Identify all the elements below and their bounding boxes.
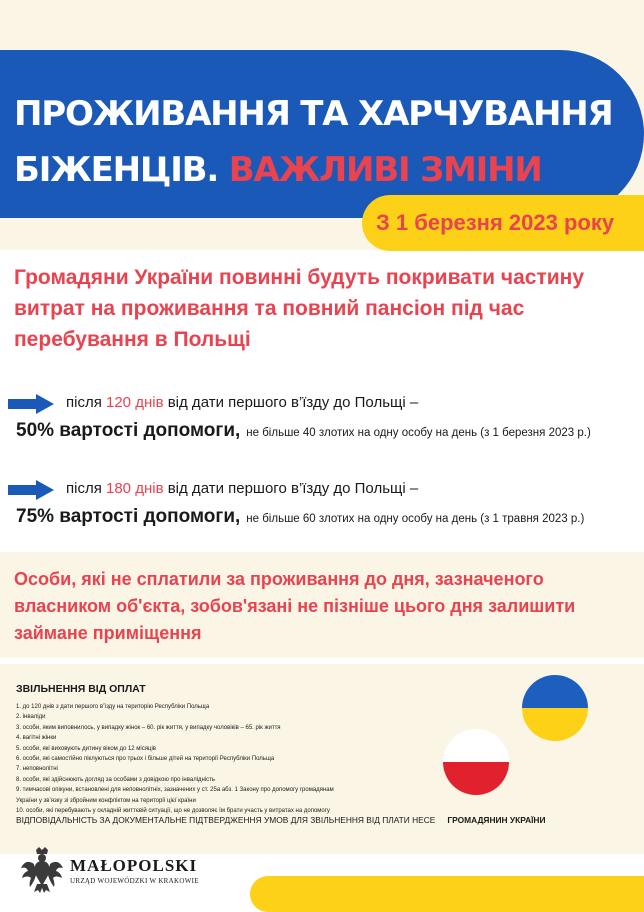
rule-limit-text: не більше 60 злотих на одну особу на день (з 1 травня 2023 р.): [246, 513, 585, 525]
rule-days: 120 днів: [106, 394, 164, 411]
exemption-item: України у зв’язку зі збройним конфліктом на території цієї країни: [16, 797, 196, 804]
rule-condition-text: після 180 днів від дати першого в’їзду до Польщі –: [66, 480, 419, 497]
voivodeship-logo: [16, 846, 216, 896]
exemption-item: 2. інваліди: [16, 714, 46, 721]
responsible-party: ГРОМАДЯНИН УКРАЇНИ: [447, 815, 546, 825]
eviction-warning: Особи, які не сплатили за проживання до дня, зазначеного власником об'єкта, зобов'язані не пізніше цього дня залишити займане приміщення: [14, 569, 576, 643]
ukraine-flag-icon: [522, 675, 588, 741]
footer-yellow-bar: [250, 876, 644, 912]
exemption-item: 9. тимчасові опікуни, встановлені для неповнолітніх, зазначених у ст. 25а абз. 1 Закону про допомогу громадянам: [16, 787, 334, 794]
responsibility-note: [16, 815, 546, 825]
rule-condition: [0, 390, 644, 418]
exemption-item: 4. вагітні жінки: [16, 735, 57, 742]
page-title: [14, 86, 614, 198]
rule-amount: [16, 420, 591, 442]
exemption-item: 6. особи, які самостійно піклуються про трьох і більше дітей на території Республіки Польща: [16, 756, 275, 763]
exemption-item: 7. неповнолітні: [16, 766, 58, 773]
title-line-2: БІЖЕНЦІВ.: [14, 150, 229, 190]
ukraine-flag-yellow: [522, 708, 588, 741]
rule-amount: [16, 506, 584, 528]
exemption-item: 5. особи, які виховують дитину віком до 12 місяців: [16, 745, 156, 752]
exemption-item: 8. особи, які здійснюють догляд за особами з довідкою про інвалідність: [16, 776, 216, 783]
responsibility-text: ВІДПОВІДАЛЬНІСТЬ ЗА ДОКУМЕНТАЛЬНЕ ПІДТВЕРДЖЕННЯ УМОВ ДЛЯ ЗВІЛЬНЕННЯ ВІД ПЛАТИ НЕСЕ: [16, 815, 436, 825]
exemptions-title: ЗВІЛЬНЕННЯ ВІД ОПЛАТ: [16, 683, 146, 695]
exemption-item: 3. особи, яким виповнилось, у випадку жінок – 60. рік життя, у випадку чоловіків – 65. рік життя: [16, 724, 281, 731]
eagle-emblem-icon: [20, 846, 64, 894]
exemption-item: 10. особи, які перебувають у складній життєвій ситуації, що не дозволяє їм брати участь у витратах на допомогу: [16, 808, 330, 815]
title-line-1: ПРОЖИВАННЯ ТА ХАРЧУВАННЯ: [14, 94, 613, 134]
logo-subtitle: URZĄD WOJEWÓDZKI W KRAKOWIE: [70, 877, 199, 885]
lead-statement: Громадяни України повинні будуть покривати частину витрат на проживання та повний пансіон під час перебування в Польщі: [14, 266, 585, 351]
rule-amount-text: 75% вартості допомоги,: [16, 506, 241, 527]
poland-flag-white: [443, 729, 509, 762]
rule-condition-text: після 120 днів від дати першого в’їзду до Польщі –: [66, 394, 419, 411]
rule-limit-text: не більше 40 злотих на одну особу на день (з 1 березня 2023 р.): [246, 427, 591, 439]
exemption-item: 1. до 120 днів з дати першого в’їзду на територію Республіки Польща: [16, 704, 210, 710]
arrow-right-icon: [8, 480, 52, 500]
exemptions-list: [16, 702, 436, 816]
effective-date-badge: З 1 березня 2023 року: [362, 195, 644, 251]
rule-condition: [0, 476, 644, 504]
logo-name: MAŁOPOLSKI: [70, 856, 198, 875]
poland-flag-icon: [443, 729, 509, 795]
poland-flag-red: [443, 762, 509, 795]
rule-amount-text: 50% вартості допомоги,: [16, 420, 241, 441]
rule-days: 180 днів: [106, 480, 164, 497]
arrow-right-icon: [8, 394, 52, 414]
title-accent: ВАЖЛИВІ ЗМІНИ: [228, 150, 542, 190]
ukraine-flag-blue: [522, 675, 588, 708]
